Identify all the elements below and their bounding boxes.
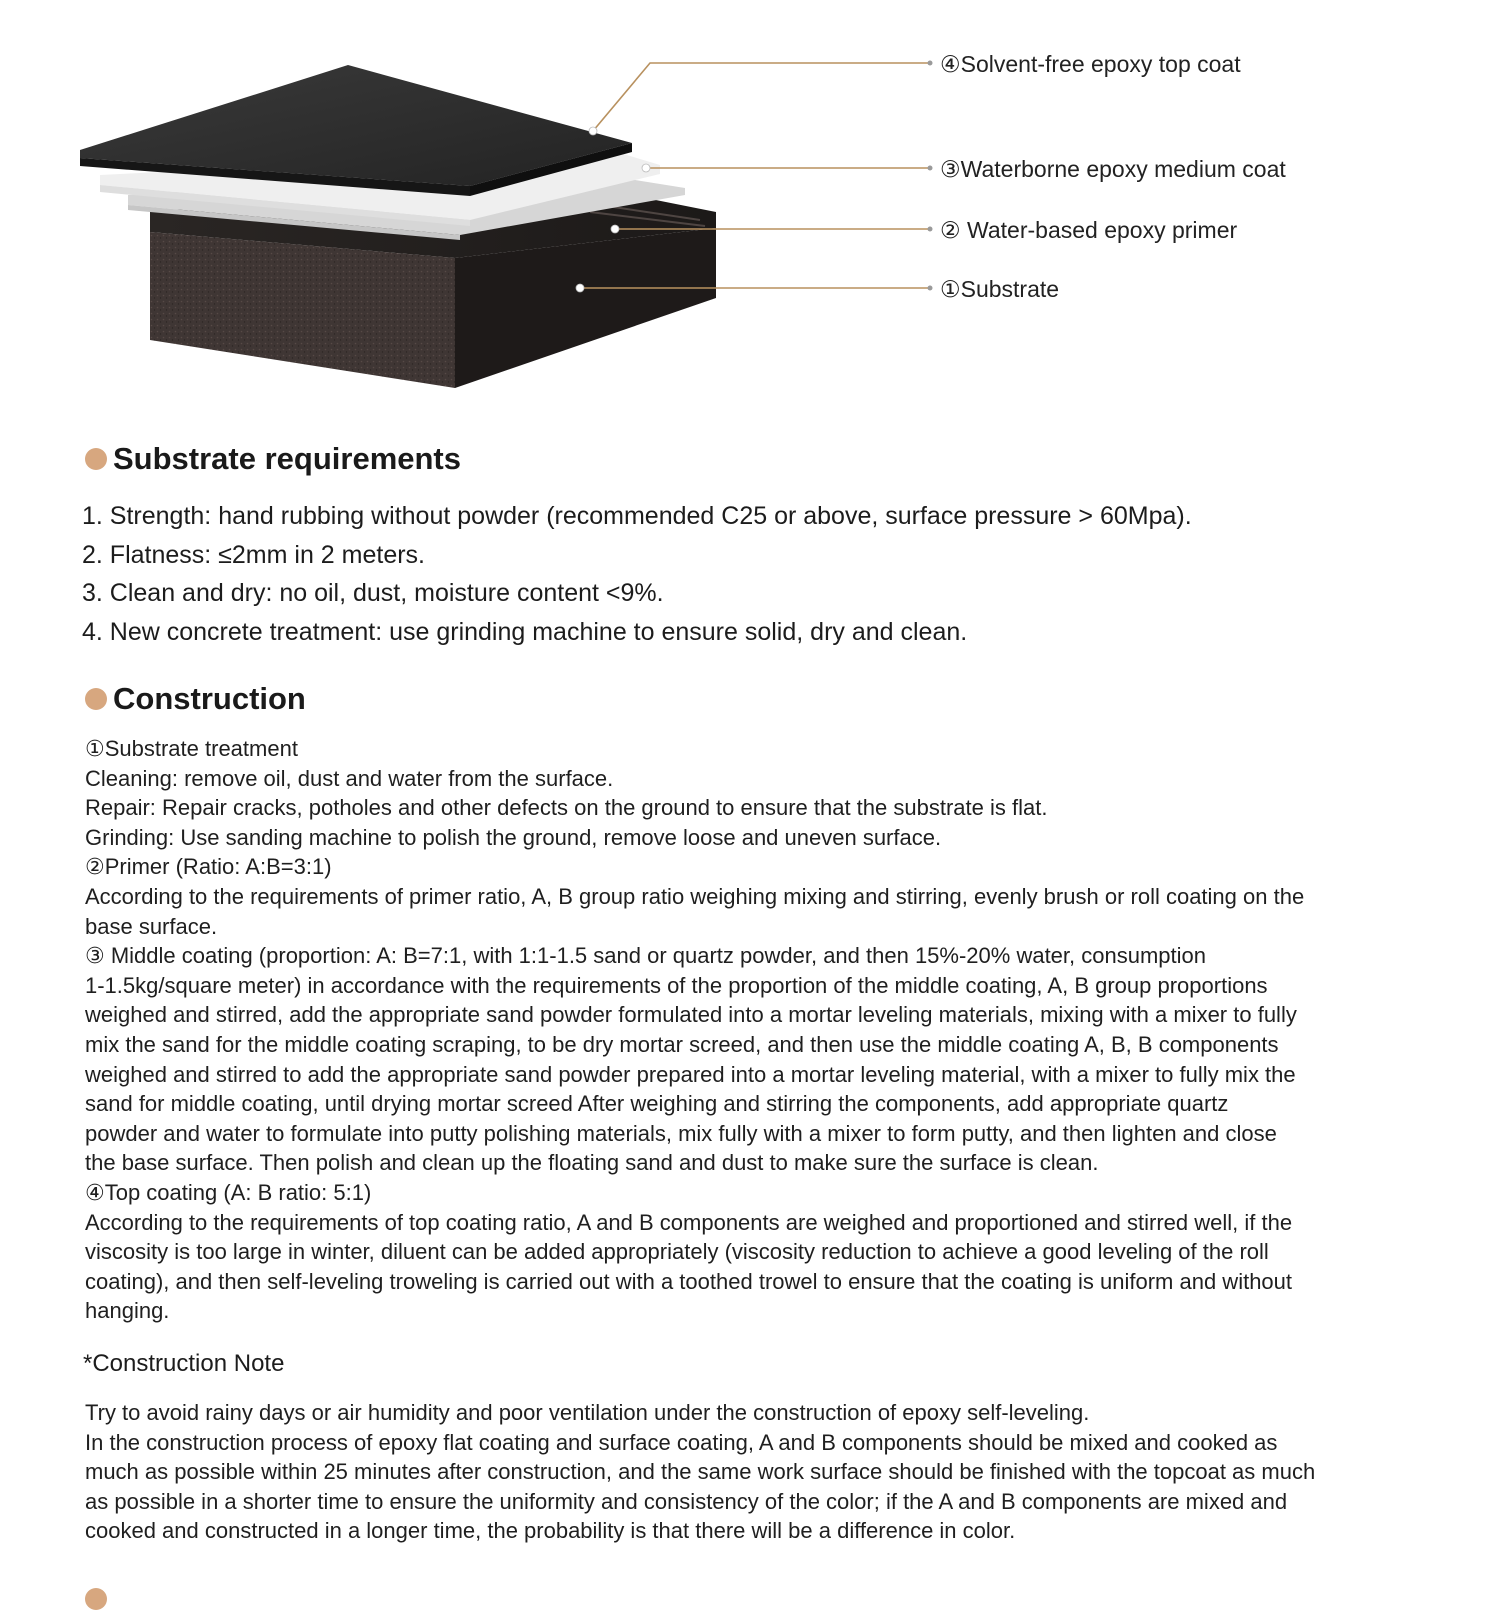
bullet-dot-icon bbox=[85, 1588, 107, 1610]
text-line: ③ Middle coating (proportion: A: B=7:1, with 1:1-1.5 sand or quartz powder, and then 15%-20% water, consumption bbox=[85, 943, 1206, 969]
layer-diagram bbox=[0, 0, 1504, 420]
text-line: Try to avoid rainy days or air humidity and poor ventilation under the construction of epoxy self-leveling. bbox=[85, 1400, 1090, 1425]
text-line: ④Top coating (A: B ratio: 5:1) bbox=[85, 1179, 372, 1205]
substrate-front bbox=[150, 232, 455, 388]
text-line: the base surface. Then polish and clean up the floating sand and dust to make sure the surface is clean. bbox=[85, 1150, 1099, 1176]
text-line: Cleaning: remove oil, dust and water from the surface. bbox=[85, 765, 614, 791]
text-line: ②Primer (Ratio: A:B=3:1) bbox=[85, 854, 332, 880]
text-line: According to the requirements of primer ratio, A, B group ratio weighing mixing and stirring, evenly brush or roll coating on the bbox=[85, 883, 1305, 909]
layer-label-top-coat: ④Solvent-free epoxy top coat bbox=[940, 51, 1241, 77]
text-line: Grinding: Use sanding machine to polish the ground, remove loose and uneven surface. bbox=[85, 824, 942, 850]
text-line: sand for middle coating, until drying mortar screed After weighing and stirring the components, add appropriate quartz bbox=[85, 1091, 1229, 1117]
text-line: viscosity is too large in winter, diluent can be added appropriately (viscosity reduction to achieve a good leveling of the roll bbox=[85, 1239, 1269, 1265]
section-title: Substrate requirements bbox=[113, 441, 461, 476]
layer-label-primer: ② Water-based epoxy primer bbox=[940, 217, 1238, 243]
bullet-dot-icon bbox=[85, 688, 107, 710]
construction-heading bbox=[85, 681, 306, 717]
text-line: cooked and constructed in a longer time, the probability is that there will be a difference in color. bbox=[85, 1518, 1016, 1544]
floor-layers-illustration bbox=[0, 0, 1504, 420]
construction-note-body bbox=[85, 1398, 1445, 1546]
text-line: weighed and stirred, add the appropriate sand powder formulated into a mortar leveling materials, mixing with a mixer to fully bbox=[85, 1002, 1297, 1028]
layer-label-medium-coat: ③Waterborne epoxy medium coat bbox=[940, 156, 1286, 182]
list-item: 3. Clean and dry: no oil, dust, moisture content <9%. bbox=[82, 579, 664, 607]
next-section-heading-cut bbox=[85, 1582, 345, 1612]
text-line: coating), and then self-leveling troweling is carried out with a toothed trowel to ensure that the coating is uniform and without bbox=[85, 1268, 1293, 1294]
text-line: much as possible within 25 minutes after construction, and the same work surface should be finished with the topcoat as much bbox=[85, 1459, 1316, 1485]
bullet-dot-icon bbox=[85, 448, 107, 470]
construction-body bbox=[85, 734, 1445, 1326]
text-line: mix the sand for the middle coating scraping, to be dry mortar screed, and then use the middle coating A, B, B components bbox=[85, 1031, 1279, 1057]
section-title: Construction bbox=[113, 681, 306, 716]
list-item: 1. Strength: hand rubbing without powder (recommended C25 or above, surface pressure > 60Mpa). bbox=[82, 502, 1192, 530]
text-line: weighed and stirred to add the appropriate sand powder prepared into a mortar leveling material, with a mixer to fully mix the bbox=[85, 1061, 1296, 1087]
construction-note-title: *Construction Note bbox=[83, 1350, 285, 1377]
text-line: In the construction process of epoxy flat coating and surface coating, A and B components should be mixed and cooked as bbox=[85, 1429, 1278, 1455]
list-item: 2. Flatness: ≤2mm in 2 meters. bbox=[82, 540, 425, 569]
substrate-requirements-list bbox=[82, 497, 1462, 651]
list-item: 4. New concrete treatment: use grinding machine to ensure solid, dry and clean. bbox=[82, 617, 968, 646]
layer-label-substrate: ①Substrate bbox=[940, 276, 1060, 302]
text-line: hanging. bbox=[85, 1298, 170, 1324]
text-line: 1-1.5kg/square meter) in accordance with the requirements of the proportion of the middle coating, A, B group proportions bbox=[85, 972, 1268, 998]
text-line: According to the requirements of top coating ratio, A and B components are weighed and proportioned and stirred well, if the bbox=[85, 1209, 1293, 1235]
text-line: ①Substrate treatment bbox=[85, 736, 298, 761]
text-line: Repair: Repair cracks, potholes and other defects on the ground to ensure that the substrate is flat. bbox=[85, 795, 1048, 821]
text-line: as possible in a shorter time to ensure the uniformity and consistency of the color; if the A and B components are mixed and bbox=[85, 1488, 1288, 1514]
substrate-requirements-heading bbox=[85, 441, 461, 477]
text-line: powder and water to formulate into putty polishing materials, mix fully with a mixer to form putty, and then lighten and close bbox=[85, 1120, 1277, 1146]
text-line: base surface. bbox=[85, 913, 218, 939]
